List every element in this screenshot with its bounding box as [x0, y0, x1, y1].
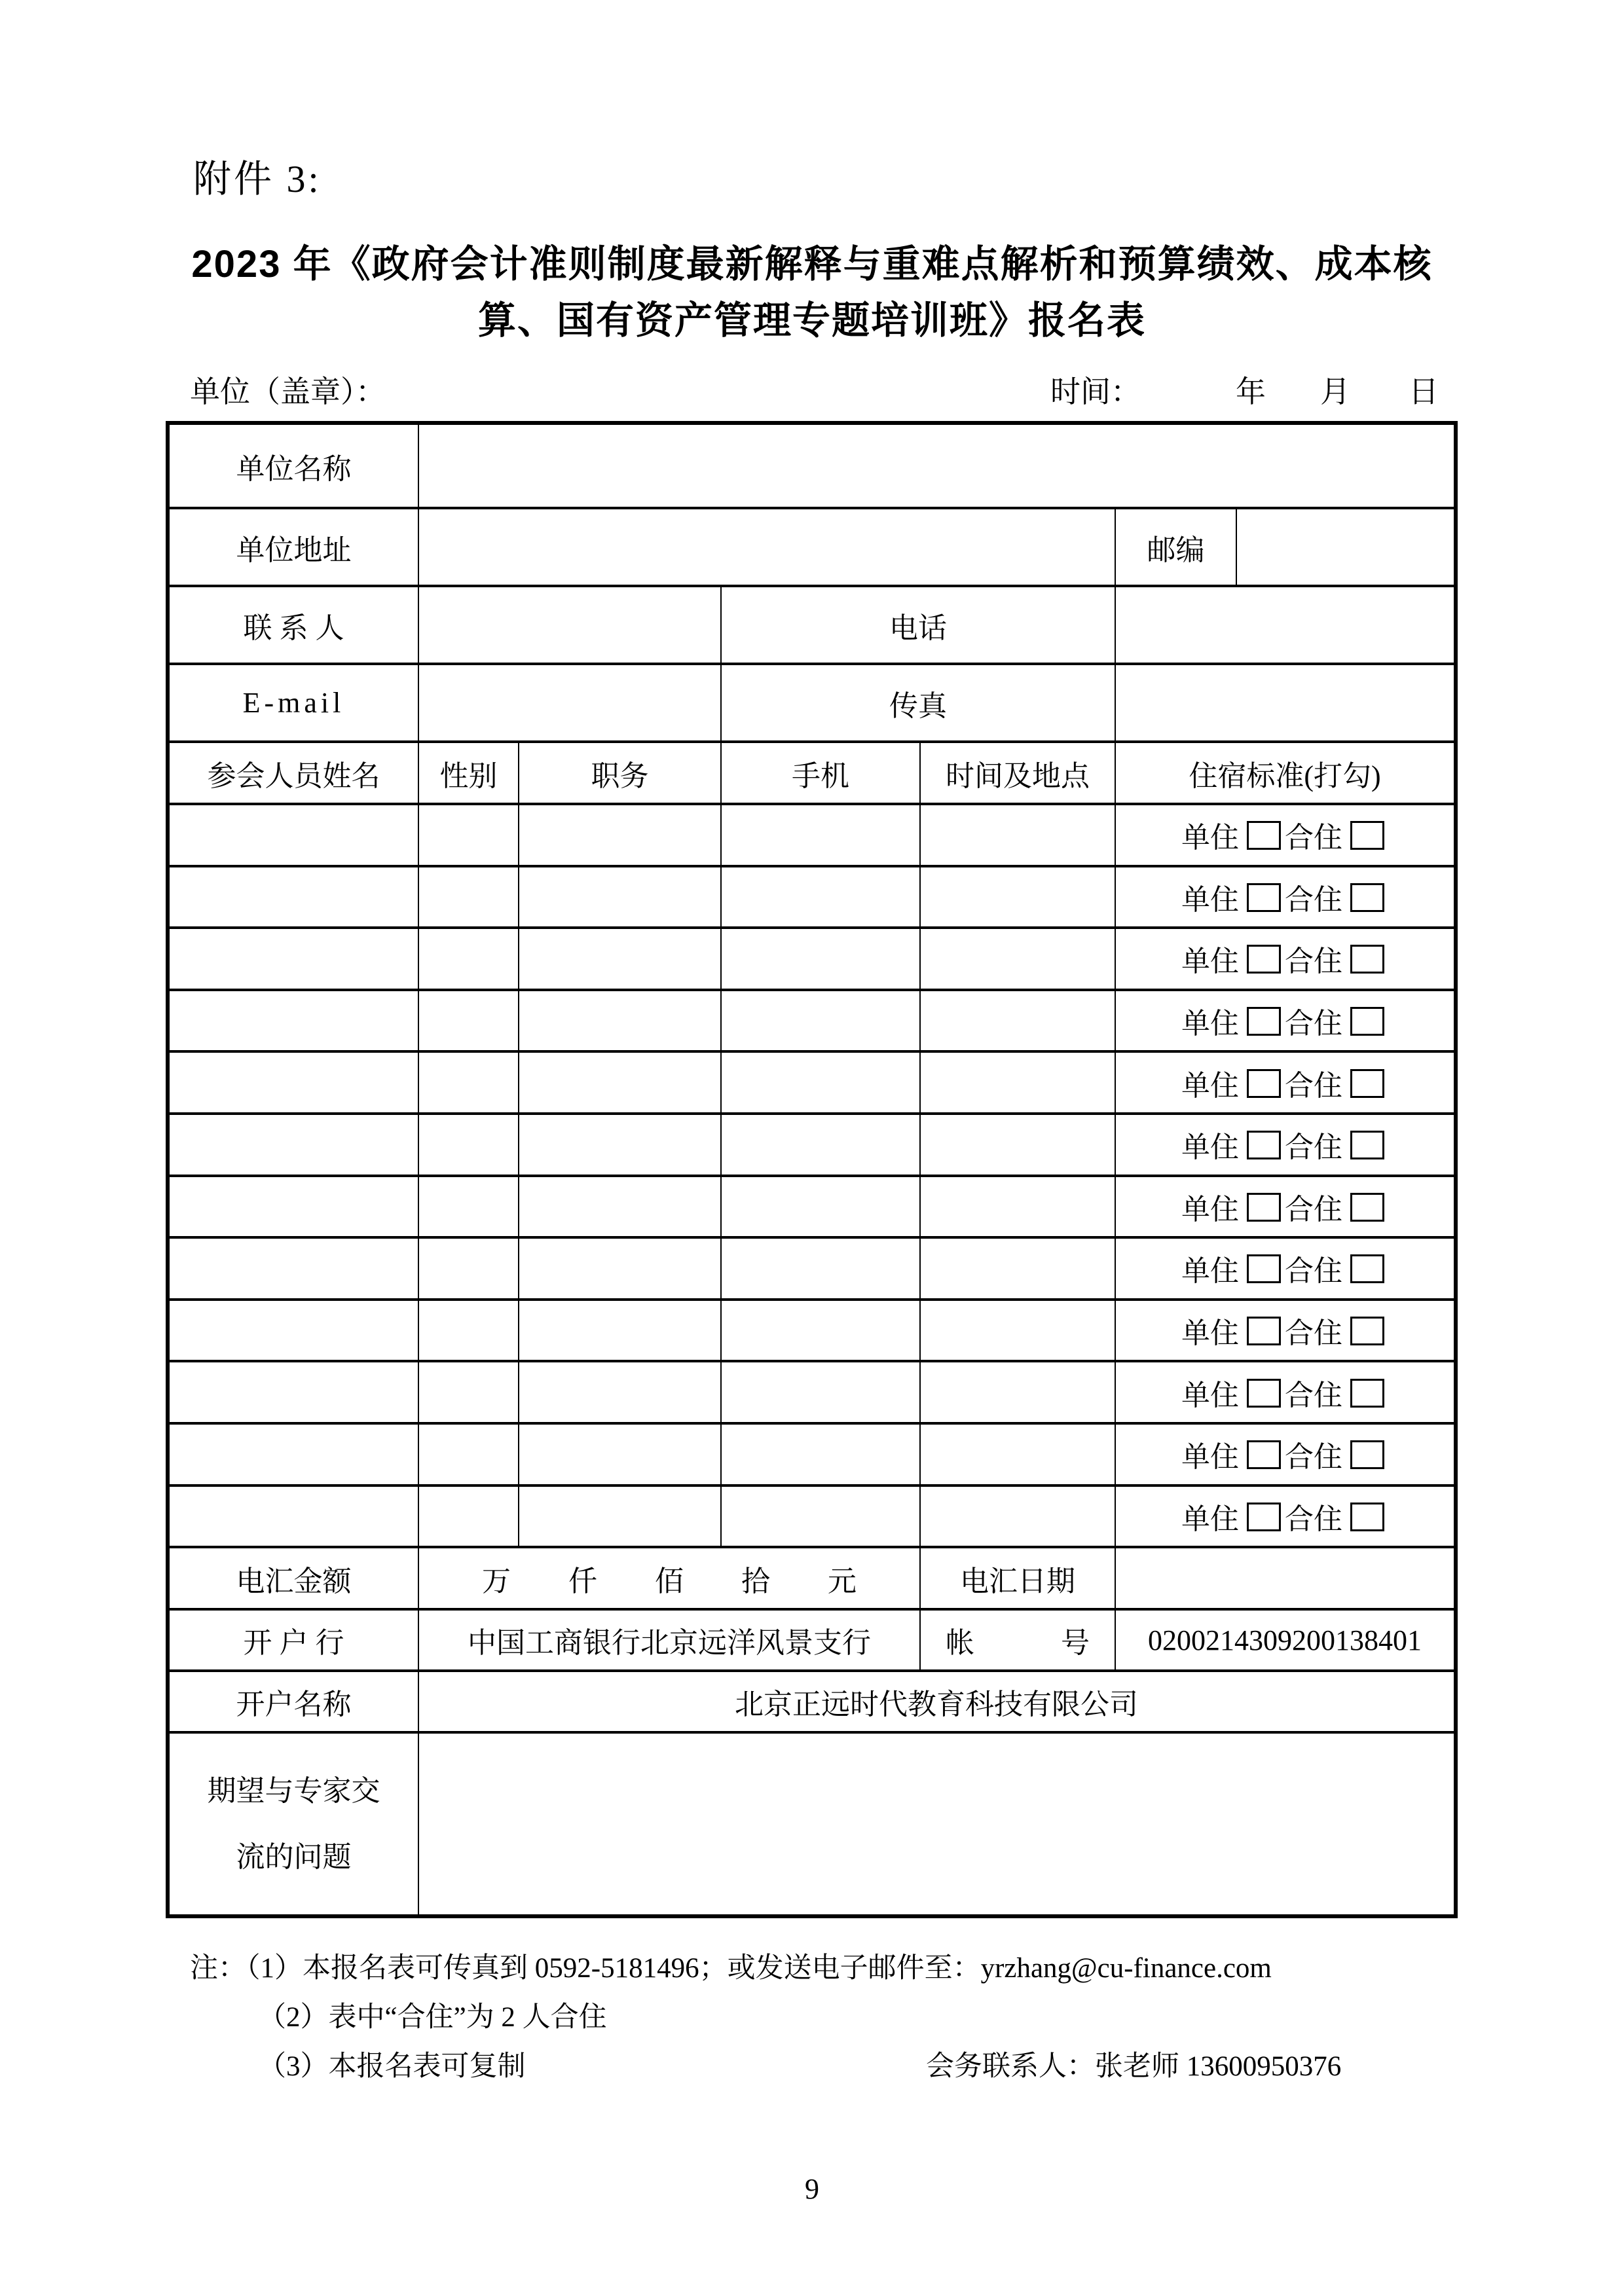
- postcode-value-cell: [1236, 508, 1456, 586]
- lodging-shared-label: 合住: [1285, 1255, 1343, 1288]
- form-title-line-2: 算、国有资产管理专题培训班》报名表: [477, 299, 1146, 342]
- account-name-value: 北京正远时代教育科技有限公司: [418, 1671, 1456, 1732]
- lodging-single-label: 单住: [1181, 1317, 1240, 1350]
- form-title-line-1: 2023 年《政府会计准则制度最新解释与重难点解析和预算绩效、成本核: [191, 243, 1433, 285]
- email-value-cell: [418, 664, 721, 742]
- lodging-shared-label: 合住: [1285, 1193, 1343, 1226]
- participant-time-place-cell: [920, 1361, 1115, 1423]
- participant-mobile-cell: [721, 1300, 920, 1362]
- remit-amount-label: 电汇金额: [168, 1547, 418, 1609]
- lodging-cell: [1115, 866, 1456, 928]
- participant-title-cell: [519, 990, 721, 1052]
- unit-address-label: 单位地址: [168, 508, 418, 586]
- notes-prefix: 注：: [190, 1953, 246, 1984]
- phone-label: 电话: [721, 586, 1115, 664]
- attachment-label: 附件 3:: [193, 158, 322, 200]
- checkbox-icon: [1350, 883, 1384, 912]
- checkbox-icon: [1350, 1069, 1384, 1098]
- unit-name-row: [168, 423, 1456, 508]
- checkbox-icon: [1247, 945, 1281, 974]
- participant-gender-cell: [418, 1300, 519, 1362]
- expectation-label: [168, 1732, 418, 1916]
- participant-name-cell: [168, 1176, 418, 1238]
- info-line: [0, 368, 1624, 407]
- participant-gender-cell: [418, 1423, 519, 1485]
- checkbox-icon: [1350, 1007, 1384, 1036]
- lodging-shared-label: 合住: [1285, 822, 1343, 854]
- participant-name-cell: [168, 866, 418, 928]
- account-no-label: 帐 号: [920, 1609, 1115, 1671]
- notes-block: [190, 1946, 1500, 2093]
- participant-name-cell: [168, 1051, 418, 1114]
- participant-title-cell: [519, 1176, 721, 1238]
- participant-row: [168, 928, 1456, 990]
- unit-address-row: [168, 508, 1456, 586]
- checkbox-icon: [1350, 1503, 1384, 1531]
- note-3-text: （3）本报名表可复制: [258, 2051, 526, 2082]
- contact-row: [168, 586, 1456, 664]
- account-name-label: 开户名称: [168, 1671, 418, 1732]
- participant-row: [168, 1485, 1456, 1548]
- checkbox-icon: [1247, 883, 1281, 912]
- participant-title-cell: [519, 1114, 721, 1176]
- participant-gender-cell: [418, 1114, 519, 1176]
- participant-mobile-cell: [721, 866, 920, 928]
- participant-title-cell: [519, 1423, 721, 1485]
- lodging-cell: [1115, 1485, 1456, 1548]
- participant-row: [168, 1237, 1456, 1300]
- lodging-single-label: 单住: [1181, 1131, 1240, 1164]
- lodging-shared-label: 合住: [1285, 1008, 1343, 1040]
- participant-gender-cell: [418, 1176, 519, 1238]
- year-label: 年: [1236, 375, 1266, 409]
- note-1-text: （1）本报名表可传真到 0592-5181496；或发送电子邮件至：yrzhang@cu-finance.com: [246, 1953, 1272, 1984]
- postcode-label: 邮编: [1115, 508, 1236, 586]
- participant-mobile-cell: [721, 928, 920, 990]
- page-number: 9: [805, 2173, 819, 2205]
- header-title: 职务: [519, 742, 721, 804]
- unit-name-value-cell: [418, 423, 1456, 508]
- header-name: 参会人员姓名: [168, 742, 418, 804]
- fax-value-cell: [1115, 664, 1456, 742]
- checkbox-icon: [1350, 1131, 1384, 1159]
- participant-name-cell: [168, 1237, 418, 1300]
- time-label: 时间：: [1050, 375, 1141, 409]
- day-label: 日: [1409, 375, 1439, 409]
- participant-time-place-cell: [920, 1237, 1115, 1300]
- participant-mobile-cell: [721, 1485, 920, 1548]
- lodging-single-label: 单住: [1181, 1441, 1240, 1474]
- bank-value: 中国工商银行北京远洋风景支行: [418, 1609, 920, 1671]
- contact-value-cell: [418, 586, 721, 664]
- participant-name-cell: [168, 1114, 418, 1176]
- checkbox-icon: [1350, 1317, 1384, 1345]
- checkbox-icon: [1350, 821, 1384, 850]
- participant-gender-cell: [418, 804, 519, 866]
- unit-name-label: 单位名称: [168, 423, 418, 508]
- participant-mobile-cell: [721, 1114, 920, 1176]
- header-time-place: 时间及地点: [920, 742, 1115, 804]
- participant-name-cell: [168, 1300, 418, 1362]
- lodging-single-label: 单住: [1181, 945, 1240, 978]
- bank-row: [168, 1609, 1456, 1671]
- note-line-1: [190, 1946, 1500, 1984]
- participant-row: [168, 1051, 1456, 1114]
- lodging-shared-label: 合住: [1285, 1131, 1343, 1164]
- remit-amount-row: [168, 1547, 1456, 1609]
- participant-title-cell: [519, 1485, 721, 1548]
- checkbox-icon: [1350, 1254, 1384, 1283]
- note-line-3: [190, 2044, 1500, 2082]
- participant-row: [168, 1176, 1456, 1238]
- participant-row: [168, 990, 1456, 1052]
- participant-title-cell: [519, 1237, 721, 1300]
- participant-title-cell: [519, 1300, 721, 1362]
- lodging-single-label: 单住: [1181, 1255, 1240, 1288]
- participant-time-place-cell: [920, 1176, 1115, 1238]
- participants-body: [168, 804, 1456, 1547]
- participant-time-place-cell: [920, 1423, 1115, 1485]
- participant-mobile-cell: [721, 804, 920, 866]
- participant-gender-cell: [418, 1361, 519, 1423]
- month-label: 月: [1320, 375, 1350, 409]
- account-no-value: 0200214309200138401: [1115, 1609, 1456, 1671]
- bank-label: 开 户 行: [168, 1609, 418, 1671]
- remit-date-label: 电汇日期: [920, 1547, 1115, 1609]
- remit-amount-units: 万 仟 佰 拾 元: [418, 1547, 920, 1609]
- expectation-label-line-2: 流的问题: [236, 1841, 352, 1874]
- lodging-shared-label: 合住: [1285, 1379, 1343, 1412]
- lodging-cell: [1115, 1423, 1456, 1485]
- remit-date-value-cell: [1115, 1547, 1456, 1609]
- phone-value-cell: [1115, 586, 1456, 664]
- participant-time-place-cell: [920, 804, 1115, 866]
- participant-time-place-cell: [920, 928, 1115, 990]
- checkbox-icon: [1247, 1069, 1281, 1098]
- email-label: E-mail: [168, 664, 418, 742]
- participant-time-place-cell: [920, 1114, 1115, 1176]
- participant-time-place-cell: [920, 866, 1115, 928]
- checkbox-icon: [1247, 1379, 1281, 1408]
- unit-address-value-cell: [418, 508, 1115, 586]
- lodging-single-label: 单住: [1181, 1008, 1240, 1040]
- expectation-row: [168, 1732, 1456, 1916]
- conference-contact: 会务联系人：张老师 13600950376: [926, 2051, 1342, 2082]
- note-line-2: （2）表中“合住”为 2 人合住: [258, 2002, 607, 2033]
- participant-gender-cell: [418, 1485, 519, 1548]
- participant-time-place-cell: [920, 1051, 1115, 1114]
- lodging-cell: [1115, 1300, 1456, 1362]
- lodging-shared-label: 合住: [1285, 945, 1343, 978]
- checkbox-icon: [1247, 1254, 1281, 1283]
- checkbox-icon: [1247, 1007, 1281, 1036]
- participant-mobile-cell: [721, 1176, 920, 1238]
- unit-seal-label: 单位（盖章）：: [190, 375, 386, 409]
- email-row: [168, 664, 1456, 742]
- participant-row: [168, 1423, 1456, 1485]
- checkbox-icon: [1247, 1317, 1281, 1345]
- participant-mobile-cell: [721, 990, 920, 1052]
- participant-gender-cell: [418, 1051, 519, 1114]
- lodging-single-label: 单住: [1181, 1379, 1240, 1412]
- participant-title-cell: [519, 804, 721, 866]
- participant-row: [168, 1300, 1456, 1362]
- lodging-cell: [1115, 1051, 1456, 1114]
- lodging-single-label: 单住: [1181, 883, 1240, 916]
- participant-row: [168, 866, 1456, 928]
- participant-row: [168, 804, 1456, 866]
- participant-name-cell: [168, 1361, 418, 1423]
- lodging-single-label: 单住: [1181, 1193, 1240, 1226]
- participant-gender-cell: [418, 1237, 519, 1300]
- participant-gender-cell: [418, 990, 519, 1052]
- checkbox-icon: [1247, 1131, 1281, 1159]
- lodging-cell: [1115, 990, 1456, 1052]
- participant-title-cell: [519, 928, 721, 990]
- checkbox-icon: [1350, 945, 1384, 974]
- participant-row: [168, 1114, 1456, 1176]
- participant-name-cell: [168, 1423, 418, 1485]
- lodging-single-label: 单住: [1181, 1503, 1240, 1535]
- header-gender: 性别: [418, 742, 519, 804]
- fax-label: 传真: [721, 664, 1115, 742]
- checkbox-icon: [1247, 821, 1281, 850]
- participant-row: [168, 1361, 1456, 1423]
- participant-name-cell: [168, 928, 418, 990]
- checkbox-icon: [1247, 1193, 1281, 1222]
- lodging-shared-label: 合住: [1285, 1441, 1343, 1474]
- lodging-cell: [1115, 1237, 1456, 1300]
- lodging-single-label: 单住: [1181, 822, 1240, 854]
- expectation-label-line-1: 期望与专家交: [207, 1774, 380, 1807]
- participant-mobile-cell: [721, 1237, 920, 1300]
- checkbox-icon: [1247, 1503, 1281, 1531]
- participants-header-row: [168, 742, 1456, 804]
- lodging-cell: [1115, 928, 1456, 990]
- participant-mobile-cell: [721, 1051, 920, 1114]
- lodging-shared-label: 合住: [1285, 883, 1343, 916]
- registration-table: [166, 421, 1458, 1918]
- checkbox-icon: [1247, 1440, 1281, 1469]
- participant-time-place-cell: [920, 990, 1115, 1052]
- participant-title-cell: [519, 866, 721, 928]
- participant-name-cell: [168, 990, 418, 1052]
- lodging-shared-label: 合住: [1285, 1317, 1343, 1350]
- header-lodging: 住宿标准(打勾): [1115, 742, 1456, 804]
- participant-title-cell: [519, 1051, 721, 1114]
- lodging-cell: [1115, 1361, 1456, 1423]
- header-mobile: 手机: [721, 742, 920, 804]
- lodging-cell: [1115, 1176, 1456, 1238]
- lodging-cell: [1115, 1114, 1456, 1176]
- expectation-value-cell: [418, 1732, 1456, 1916]
- participant-time-place-cell: [920, 1300, 1115, 1362]
- participant-mobile-cell: [721, 1423, 920, 1485]
- lodging-shared-label: 合住: [1285, 1503, 1343, 1535]
- participant-time-place-cell: [920, 1485, 1115, 1548]
- account-name-row: [168, 1671, 1456, 1732]
- participant-name-cell: [168, 804, 418, 866]
- checkbox-icon: [1350, 1440, 1384, 1469]
- participant-gender-cell: [418, 866, 519, 928]
- lodging-single-label: 单住: [1181, 1069, 1240, 1102]
- checkbox-icon: [1350, 1379, 1384, 1408]
- checkbox-icon: [1350, 1193, 1384, 1222]
- participant-name-cell: [168, 1485, 418, 1548]
- participant-title-cell: [519, 1361, 721, 1423]
- contact-label: 联 系 人: [168, 586, 418, 664]
- participant-gender-cell: [418, 928, 519, 990]
- participant-mobile-cell: [721, 1361, 920, 1423]
- lodging-cell: [1115, 804, 1456, 866]
- lodging-shared-label: 合住: [1285, 1069, 1343, 1102]
